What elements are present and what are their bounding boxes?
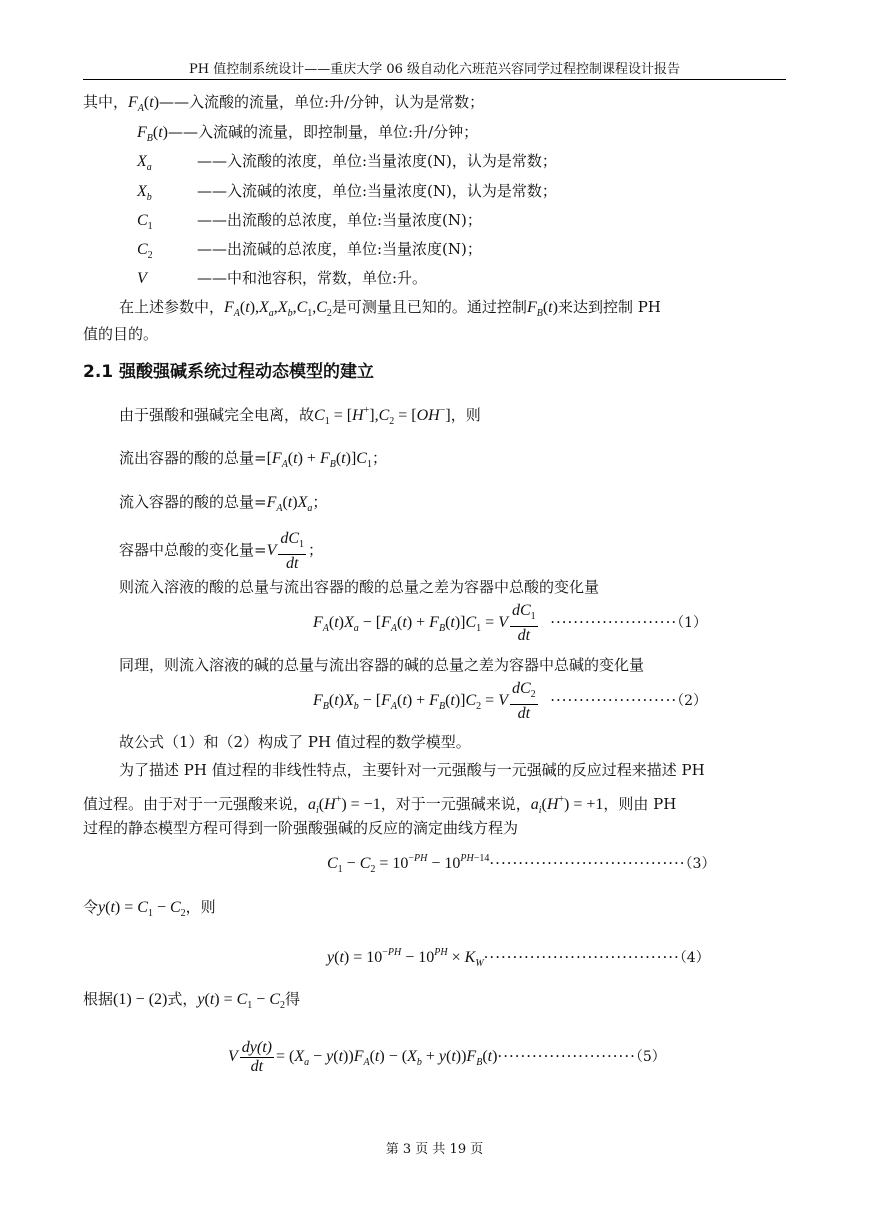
- header-rule: [83, 79, 786, 80]
- body-line-10: 过程的静态模型方程可得到一阶强酸强碱的反应的滴定曲线方程为: [83, 819, 519, 837]
- def-line-xa: $X_a$ ——入流酸的浓度，单位:当量浓度(N)，认为是常数；: [137, 152, 557, 173]
- body-line-6: 同理，则流入溶液的碱的总量与流出容器的碱的总量之差为容器中总碱的变化量: [119, 656, 645, 674]
- body-line-7: 故公式（1）和（2）构成了 PH 值过程的数学模型。: [119, 733, 471, 751]
- equation-5: V $\frac{dy(t)}{dt}$ = $(X_a - y(t))F_A(t) - (X_b + y(t))F_B(t)\cdot\cdot\cdot\cdot\cdot\cdot\cdot\cdot\cdot\cdot\cdot\cdot\cdot\cdot\cdot\cdot\cdot\cdot\cdot\cdot\cdot\cdot\cdot\cdot(5)$: [228, 1038, 666, 1075]
- def-line-v: V ——中和池容积，常数，单位:升。: [137, 269, 428, 287]
- def-desc: ——入流酸的流量，单位:升/分钟，认为是常数；: [159, 93, 485, 111]
- equation-4: $y(t) = 10^{-PH} - 10^{PH} \times K_W\cdot\cdot\cdot\cdot\cdot\cdot\cdot\cdot\cdot\cdot\cdot\cdot\cdot\cdot\cdot\cdot\cdot\cdot\cdot\cdot\cdot\cdot\cdot\cdot\cdot\cdot\cdot\cdot\cdot\cdot\cdot\cdot\cdot\cdot(4)$: [327, 947, 710, 969]
- body-line-9: 值过程。由于对于一元强酸来说，$a_i(H^+) = -1$，对于一元强碱来说，$a_i(H^+) = +1$，则由 PH: [83, 794, 677, 816]
- def-line-fb: $F_B(t)——$入流碱的流量，即控制量，单位:升/分钟；: [137, 123, 479, 144]
- def-desc: ——入流碱的流量，即控制量，单位:升/分钟；: [168, 123, 479, 141]
- body-line-8: 为了描述 PH 值过程的非线性特点，主要针对一元强酸与一元强碱的反应过程来描述 PH: [119, 761, 705, 779]
- equation-1: $F_A(t)X_a - [F_A(t) + F_B(t)]C_1 = V$ $\frac{dC_1}{dt}$ ······················（1）: [313, 601, 708, 644]
- running-header: PH 值控制系统设计——重庆大学 06 级自动化六班范兴容同学过程控制课程设计报告: [188, 62, 681, 77]
- def-desc: ——出流碱的总浓度，单位:当量浓度(N)；: [197, 240, 482, 258]
- body-line-5: 则流入溶液的酸的总量与流出容器的酸的总量之差为容器中总酸的变化量: [119, 578, 600, 596]
- def-line-c2: $C_2$ ——出流碱的总浓度，单位:当量浓度(N)；: [137, 240, 482, 261]
- def-line-c1: $C_1$ ——出流酸的总浓度，单位:当量浓度(N)；: [137, 211, 482, 232]
- def-desc: ——中和池容积，常数，单位:升。: [197, 269, 428, 287]
- def-desc: ——入流酸的浓度，单位:当量浓度(N)，认为是常数；: [197, 152, 557, 170]
- para1-line2: 值的目的。: [83, 325, 159, 343]
- body-line-2: 流出容器的酸的总量$=[F_A(t) + F_B(t)]C_1$；: [119, 449, 387, 470]
- para1-line1: 在上述参数中，$F_A(t),X_a,X_b,C_1,C_2$是可测量且已知的。通过控制$F_B(t)$来达到控制 PH: [119, 298, 661, 319]
- body-line-4: 容器中总酸的变化量=V $\frac{dC_1}{dt}$ ；: [119, 529, 324, 572]
- def-desc: ——入流碱的浓度，单位:当量浓度(N)，认为是常数；: [197, 182, 557, 200]
- def-line-xb: $X_b$ ——入流碱的浓度，单位:当量浓度(N)，认为是常数；: [137, 182, 557, 203]
- def-line-fa: 其中，$F_A(t)——$入流酸的流量，单位:升/分钟，认为是常数；: [83, 93, 485, 114]
- def-desc: ——出流酸的总浓度，单位:当量浓度(N)；: [197, 211, 482, 229]
- equation-2: $F_B(t)X_b - [F_A(t) + F_B(t)]C_2 = V$ $\frac{dC_2}{dt}$ ······················（2）: [313, 679, 708, 722]
- section-heading: 2.1 强酸强碱系统过程动态模型的建立: [83, 362, 375, 382]
- def-intro: 其中，: [83, 93, 129, 111]
- body-line-11: 令$y(t) = C_1 - C_2$，则: [83, 898, 216, 919]
- equation-3: $C_1 - C_2 = 10^{-PH} - 10^{PH-14}\cdot\cdot\cdot\cdot\cdot\cdot\cdot\cdot\cdot\cdot\cdot\cdot\cdot\cdot\cdot\cdot\cdot\cdot\cdot\cdot\cdot\cdot\cdot\cdot\cdot\cdot\cdot\cdot\cdot\cdot\cdot\cdot\cdot\cdot(3)$: [327, 853, 716, 875]
- body-line-3: 流入容器的酸的总量$=F_A(t)X_a$；: [119, 493, 328, 514]
- body-line-12: 根据(1) − (2)式，$y(t) = C_1 - C_2$得: [83, 990, 301, 1011]
- page-footer: 第 3 页 共 19 页: [385, 1142, 484, 1157]
- body-line-1: 由于强酸和强碱完全电离，故$C_1 = [H^+],C_2 = [OH^-]$，则: [119, 405, 481, 427]
